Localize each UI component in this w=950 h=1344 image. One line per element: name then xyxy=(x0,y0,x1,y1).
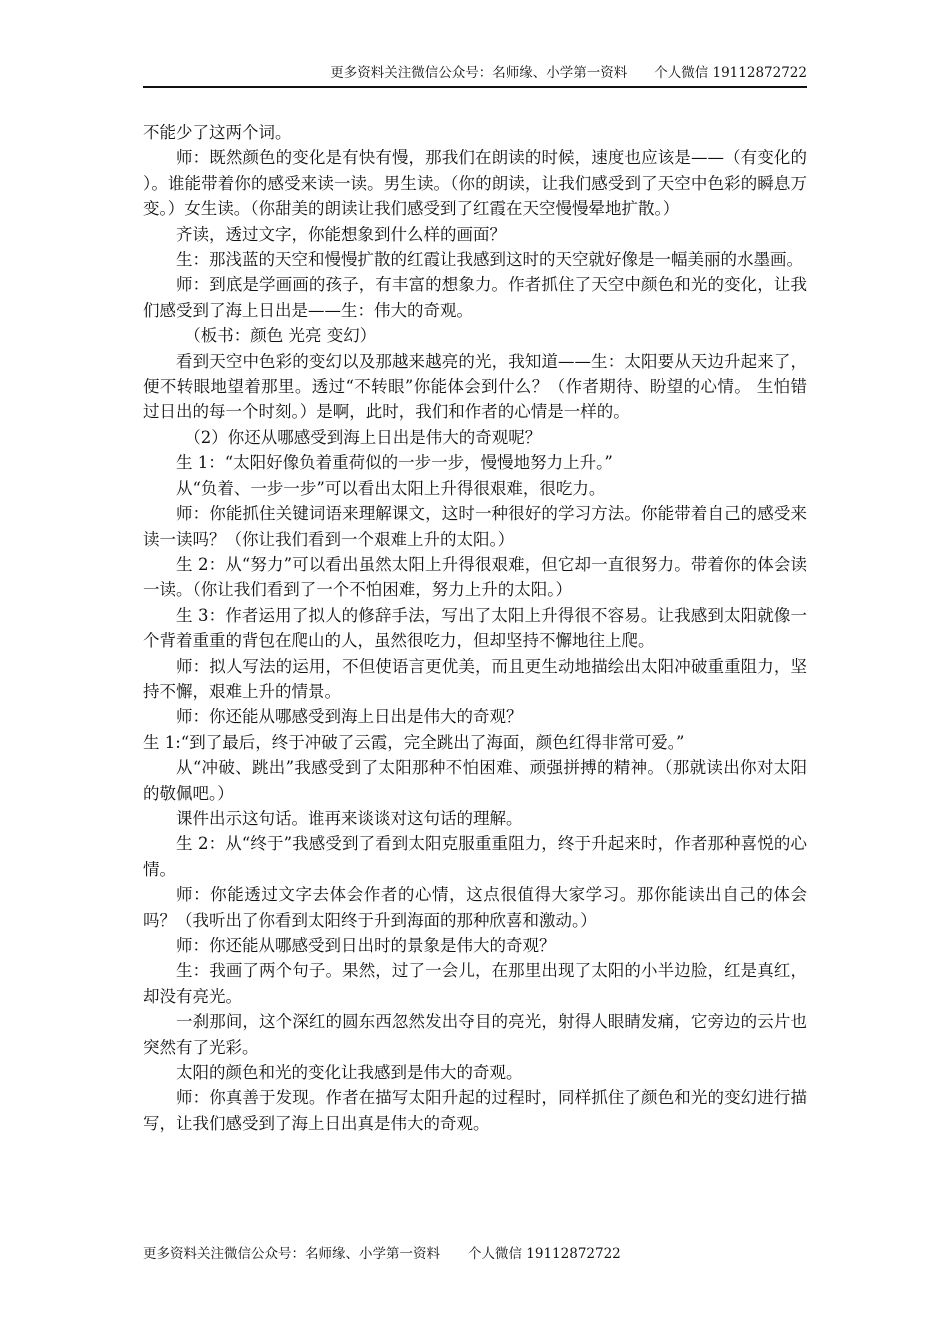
paragraph: 太阳的颜色和光的变化让我感到是伟大的奇观。 xyxy=(176,1063,523,1083)
paragraph: 生：我画了两个句子。果然，过了一会儿，在那里出现了太阳的小半边脸，红是真红，却没有亮光。 xyxy=(143,961,807,1006)
footer-text: 更多资料关注微信公众号：名师缘、小学第一资料 xyxy=(143,1246,440,1262)
page-footer xyxy=(143,1245,807,1263)
paragraph: 齐读，透过文字，你能想象到什么样的画面？ xyxy=(176,224,506,244)
paragraph: 不能少了这两个词。 xyxy=(143,123,292,142)
document-body xyxy=(143,120,807,1136)
paragraph: 师：你能透过文字去体会作者的心情，这点很值得大家学习。那你能读出自己的体会吗？（我听出了你看到太阳终于升到海面的那种欣喜和激动。） xyxy=(143,885,807,930)
paragraph: 师：到底是学画画的孩子，有丰富的想象力。作者抓住了天空中颜色和光的变化，让我们感受到了海上日出是——生：伟大的奇观。 xyxy=(143,275,807,320)
section-question: （2）你还从哪感受到海上日出是伟大的奇观呢？ xyxy=(184,427,542,447)
paragraph: 从“冲破、跳出”我感受到了太阳那种不怕困难、顽强拼搏的精神。（那就读出你对太阳的敬佩吧。） xyxy=(143,758,807,803)
paragraph: 从“负着、一步一步”可以看出太阳上升得很艰难，很吃力。 xyxy=(176,478,606,498)
paragraph: 师：你还能从哪感受到海上日出是伟大的奇观？ xyxy=(176,707,523,727)
paragraph: 一刹那间，这个深红的圆东西忽然发出夺目的亮光，射得人眼睛发痛，它旁边的云片也突然有了光彩。 xyxy=(143,1012,807,1057)
paragraph: 看到天空中色彩的变幻以及那越来越亮的光，我知道——生：太阳要从天边升起来了，便不转眼地望着那里。透过“不转眼”你能体会到什么？（作者期待、盼望的心情。 生怕错过日出的每一个时刻。）是啊，此时，我们和作者的心情是一样的。 xyxy=(143,351,807,422)
paragraph: 生 1：“太阳好像负着重荷似的一步一步，慢慢地努力上升。” xyxy=(176,453,613,473)
paragraph: 生 1:“到了最后，终于冲破了云霞，完全跳出了海面，颜色红得非常可爱。” xyxy=(143,732,685,752)
footer-wechat: 个人微信 19112872722 xyxy=(468,1246,621,1262)
paragraph: 师：你还能从哪感受到日出时的景象是伟大的奇观？ xyxy=(176,936,556,955)
paragraph: 师：你真善于发现。作者在描写太阳升起的过程时，同样抓住了颜色和光的变幻进行描写，让我们感受到了海上日出真是伟大的奇观。 xyxy=(143,1088,807,1133)
paragraph: 师：既然颜色的变化是有快有慢，那我们在朗读的时候，速度也应该是——（有变化的 ）。谁能带着你的感受来读一读。男生读。（你的朗读，让我们感受到了天空中色彩的瞬息万变。）女生读。（你甜美的朗读让我们感受到了红霞在天空慢慢晕地扩散。） xyxy=(143,148,807,219)
paragraph: 课件出示这句话。谁再来谈谈对这句话的理解。 xyxy=(176,808,523,828)
paragraph: 生：那浅蓝的天空和慢慢扩散的红霞让我感到这时的天空就好像是一幅美丽的水墨画。 xyxy=(176,250,803,270)
paragraph: 生 3：作者运用了拟人的修辞手法，写出了太阳上升得很不容易。让我感到太阳就像一个背着重重的背包在爬山的人，虽然很吃力，但却坚持不懈地往上爬。 xyxy=(143,605,807,651)
board-note: （板书：颜色 光亮 变幻） xyxy=(184,326,377,346)
paragraph: 生 2：从“终于”我感受到了看到太阳克服重重阻力，终于升起来时，作者那种喜悦的心情。 xyxy=(143,834,807,879)
paragraph: 生 2：从“努力”可以看出虽然太阳上升得很艰难，但它却一直很努力。带着你的体会读一读。（你让我们看到了一个不怕困难，努力上升的太阳。） xyxy=(143,554,807,600)
paragraph: 师：拟人写法的运用，不但使语言更优美，而且更生动地描绘出太阳冲破重重阻力，坚持不懈，艰难上升的情景。 xyxy=(143,656,807,701)
header-divider xyxy=(143,86,807,88)
paragraph: 师：你能抓住关键词语来理解课文，这时一种很好的学习方法。你能带着自己的感受来读一读吗？（你让我们看到一个艰难上升的太阳。） xyxy=(143,504,807,549)
page-header: 更多资料关注微信公众号：名师缘、小学第一资料 个人微信 19112872722 xyxy=(330,65,807,81)
